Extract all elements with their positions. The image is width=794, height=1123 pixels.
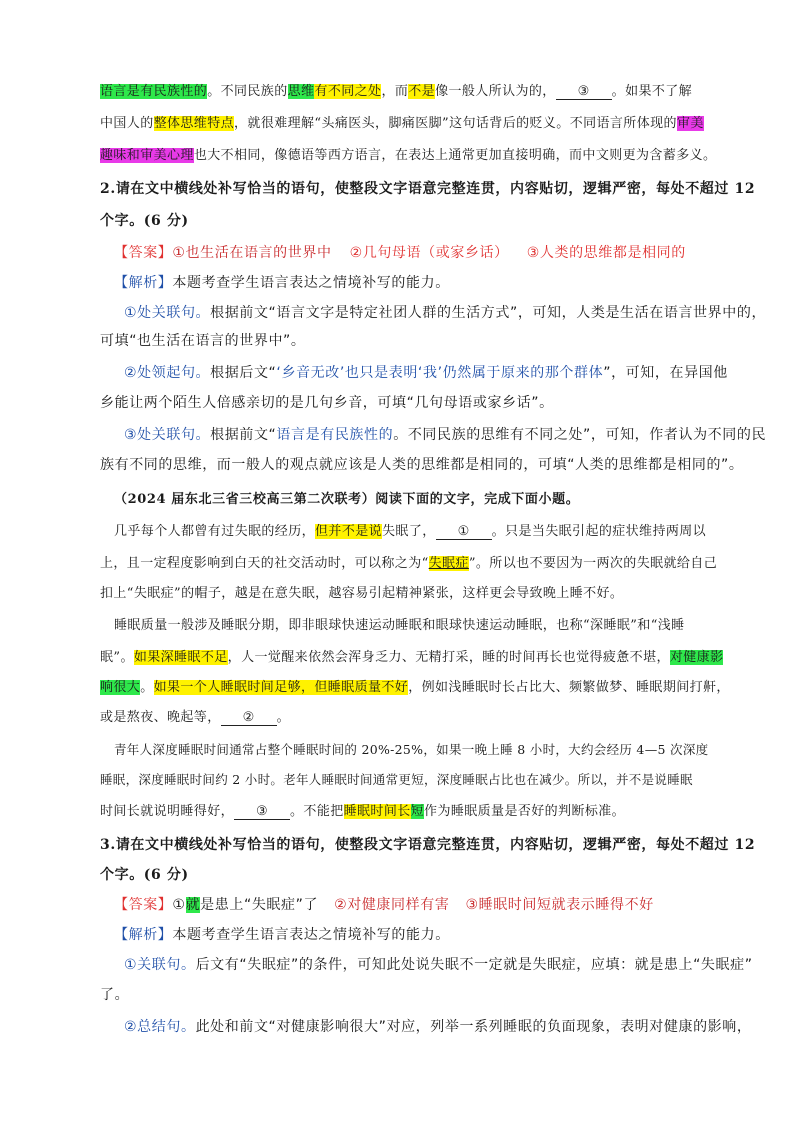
- highlight-text: 如果深睡眠不足: [133, 650, 228, 665]
- text: 中国人的: [100, 116, 154, 131]
- text: 上，且一定程度影响到白天的社交活动时，可以称之为“: [100, 556, 429, 571]
- question3-point1-cont: 了。: [100, 987, 130, 1003]
- analysis-tag: 【解析】: [114, 927, 173, 943]
- point-label: ③处关联句。: [124, 427, 211, 443]
- answer-item: ②几句母语（或家乡话）: [349, 245, 509, 261]
- text: ，例如浅睡眠时长占比大、频繁做梦、睡眠期间打鼾，: [408, 680, 730, 695]
- text: 时间长就说明睡得好，: [100, 804, 235, 819]
- highlight-text: 有不同之处: [314, 84, 382, 99]
- answer-blank: ①: [436, 524, 492, 540]
- passage2-line2: [100, 552, 718, 571]
- text: 。不能把: [290, 804, 344, 819]
- quote: 语言是有民族性的: [276, 427, 394, 443]
- text: ，就很难理解“头痛医头，脚痛医脚”这句话背后的贬义。不同语言所体现的: [234, 116, 677, 131]
- passage2-line7: [100, 706, 706, 726]
- question2-point3: [124, 424, 767, 444]
- point-label: ①处关联句。: [124, 305, 211, 321]
- question2-analysis: [114, 272, 720, 292]
- point-label: ②总结句。: [124, 1019, 196, 1035]
- highlight-text: 失眠症: [428, 556, 469, 571]
- question2-answer: [114, 242, 720, 262]
- question2-point3-cont: 族有不同的思维，而一般人的观点就应该是人类的思维都是相同的，可填“人类的思维都是相同的”。: [100, 457, 744, 473]
- highlight-text: 短: [410, 804, 425, 819]
- question2-prompt: 2.请在文中横线处补写恰当的语句，使整段文字语意完整连贯，内容贴切，逻辑严密，每处不超过 12: [100, 181, 756, 197]
- text: ”，可知，在异国他: [603, 365, 728, 381]
- highlight-text: 审美: [676, 116, 704, 131]
- question3-prompt: 3.请在文中横线处补写恰当的语句，使整段文字语意完整连贯，内容贴切，逻辑严密，每处不超过 12: [100, 837, 756, 853]
- question2-point1: [124, 302, 767, 322]
- highlight-text: 响很大: [100, 680, 141, 695]
- text: 。不同民族的: [207, 84, 288, 99]
- highlight-text: 整体思维特点: [153, 116, 235, 131]
- point-label: ①关联句。: [124, 957, 196, 973]
- question2-point1-cont: 可填“也生活在语言的世界中”。: [100, 333, 306, 349]
- answer-blank: ③: [556, 84, 612, 100]
- question2-prompt-cont: 个字。(6 分): [100, 213, 189, 229]
- text: 。: [140, 680, 154, 695]
- text: 也大不相同，像德语等西方语言，在表达上通常更加直接明确，而中文则更为含蓄多义。: [193, 148, 717, 163]
- question3-prompt-cont: 个字。(6 分): [100, 867, 189, 883]
- highlight-text: 睡眠时间长: [343, 804, 411, 819]
- highlight-text: 语言是有民族性的: [100, 84, 208, 99]
- passage2-line9: 睡眠，深度睡眠时间约 2 小时。老年人睡眠时间通常更短，深度睡眠占比也在减少。所以，并不是说睡眠: [100, 772, 693, 787]
- text: 像一般人所认为的，: [435, 84, 556, 99]
- text: ”。所以也不要因为一两次的失眠就给自己: [468, 556, 718, 571]
- quote: ‘乡音无改’也只是表明‘我’仍然属于原来的那个群体: [276, 365, 604, 381]
- text: 。不同民族的思维有不同之处”，可知，作者认为不同的民: [393, 427, 767, 443]
- passage2-line1: [114, 520, 706, 540]
- text: 。如果不了解: [611, 84, 693, 99]
- highlight-text: 如果一个人睡眠时间足够，但睡眠质量不好: [153, 680, 409, 695]
- text: 根据前文“: [210, 427, 277, 443]
- passage1-line1: [100, 80, 706, 100]
- answer-item: ③人类的思维都是相同的: [526, 245, 686, 261]
- highlight-text: 趣味和审美心理: [100, 148, 194, 163]
- passage2-line6: [100, 676, 730, 695]
- text: ，人一觉醒来依然会浑身乏力、无精打采，睡的时间再长也觉得疲惫不堪，: [227, 650, 670, 665]
- question2-point2-cont: 乡能让两个陌生人倍感亲切的是几句乡音，可填“几句母语或家乡话”。: [100, 395, 554, 411]
- highlight-text: 就: [185, 897, 201, 913]
- highlight-text: 不是: [408, 84, 436, 99]
- question3-point1: [124, 954, 753, 974]
- answer-item: ①也生活在语言的世界中: [172, 245, 332, 261]
- text: 本题考查学生语言表达之情境补写的能力。: [172, 275, 450, 291]
- text: 根据后文“: [210, 365, 277, 381]
- analysis-tag: 【解析】: [114, 275, 173, 291]
- text: 本题考查学生语言表达之情境补写的能力。: [172, 927, 450, 943]
- passage1-line3: [100, 144, 717, 163]
- passage2-line3: 扣上“失眠症”的帽子，越是在意失眠，越容易引起精神紧张，这样更会导致晚上睡不好。: [100, 586, 624, 601]
- passage2-line8: 青年人深度睡眠时间通常占整个睡眠时间的 20%-25%，如果一晚上睡 8 小时，大约会经历 4—5 次深度: [114, 742, 709, 757]
- question3-point2: [124, 1016, 752, 1036]
- text: 此处和前文“对健康影响很大”对应，列举一系列睡眠的负面现象，表明对健康的影响，: [195, 1019, 752, 1035]
- answer-item: ②对健康同样有害: [334, 897, 450, 913]
- text: 。只是当失眠引起的症状维持两周以: [491, 524, 707, 539]
- answer-item: ①: [172, 897, 186, 913]
- text: 眠”。: [100, 650, 134, 665]
- text: 后文有“失眠症”的条件，可知此处说失眠不一定就是失眠症，应填：就是患上“失眠症”: [195, 957, 753, 973]
- passage1-line2: [100, 112, 706, 131]
- passage2-line5: [100, 646, 724, 665]
- text: ，而: [381, 84, 409, 99]
- text: 作为睡眠质量是否好的判断标准。: [424, 804, 626, 819]
- answer-tag: 【答案】: [114, 897, 173, 913]
- passage2-line4: 睡眠质量一般涉及睡眠分期，即非眼球快速运动睡眠和眼球快速运动睡眠，也称“深睡眠”和“浅睡: [114, 618, 685, 633]
- answer-blank: ②: [221, 710, 277, 726]
- passage2-line10: [100, 800, 706, 820]
- answer-item: ③睡眠时间短就表示睡得不好: [465, 897, 654, 913]
- question3-analysis: [114, 924, 720, 944]
- answer-tag: 【答案】: [114, 245, 173, 261]
- text: 。: [276, 710, 291, 725]
- answer-blank: ③: [234, 804, 290, 820]
- text: 几乎每个人都曾有过失眠的经历，: [114, 524, 316, 539]
- text: 失眠了，: [382, 524, 436, 539]
- highlight-text: 对健康影: [669, 650, 724, 665]
- question2-point2: [124, 362, 728, 382]
- highlight-text: 思维: [287, 84, 315, 99]
- answer-item: 是患上“失眠症”了: [200, 897, 319, 913]
- text: 或是熬夜、晚起等，: [100, 710, 221, 725]
- point-label: ②处领起句。: [124, 365, 211, 381]
- text: 根据前文“语言文字是特定社团人群的生活方式”，可知，人类是生活在语言世界中的，: [210, 305, 767, 321]
- question3-answer: [114, 894, 720, 914]
- highlight-text: 但并不是说: [315, 524, 383, 539]
- passage2-source: （2024 届东北三省三校高三第二次联考）阅读下面的文字，完成下面小题。: [114, 492, 580, 507]
